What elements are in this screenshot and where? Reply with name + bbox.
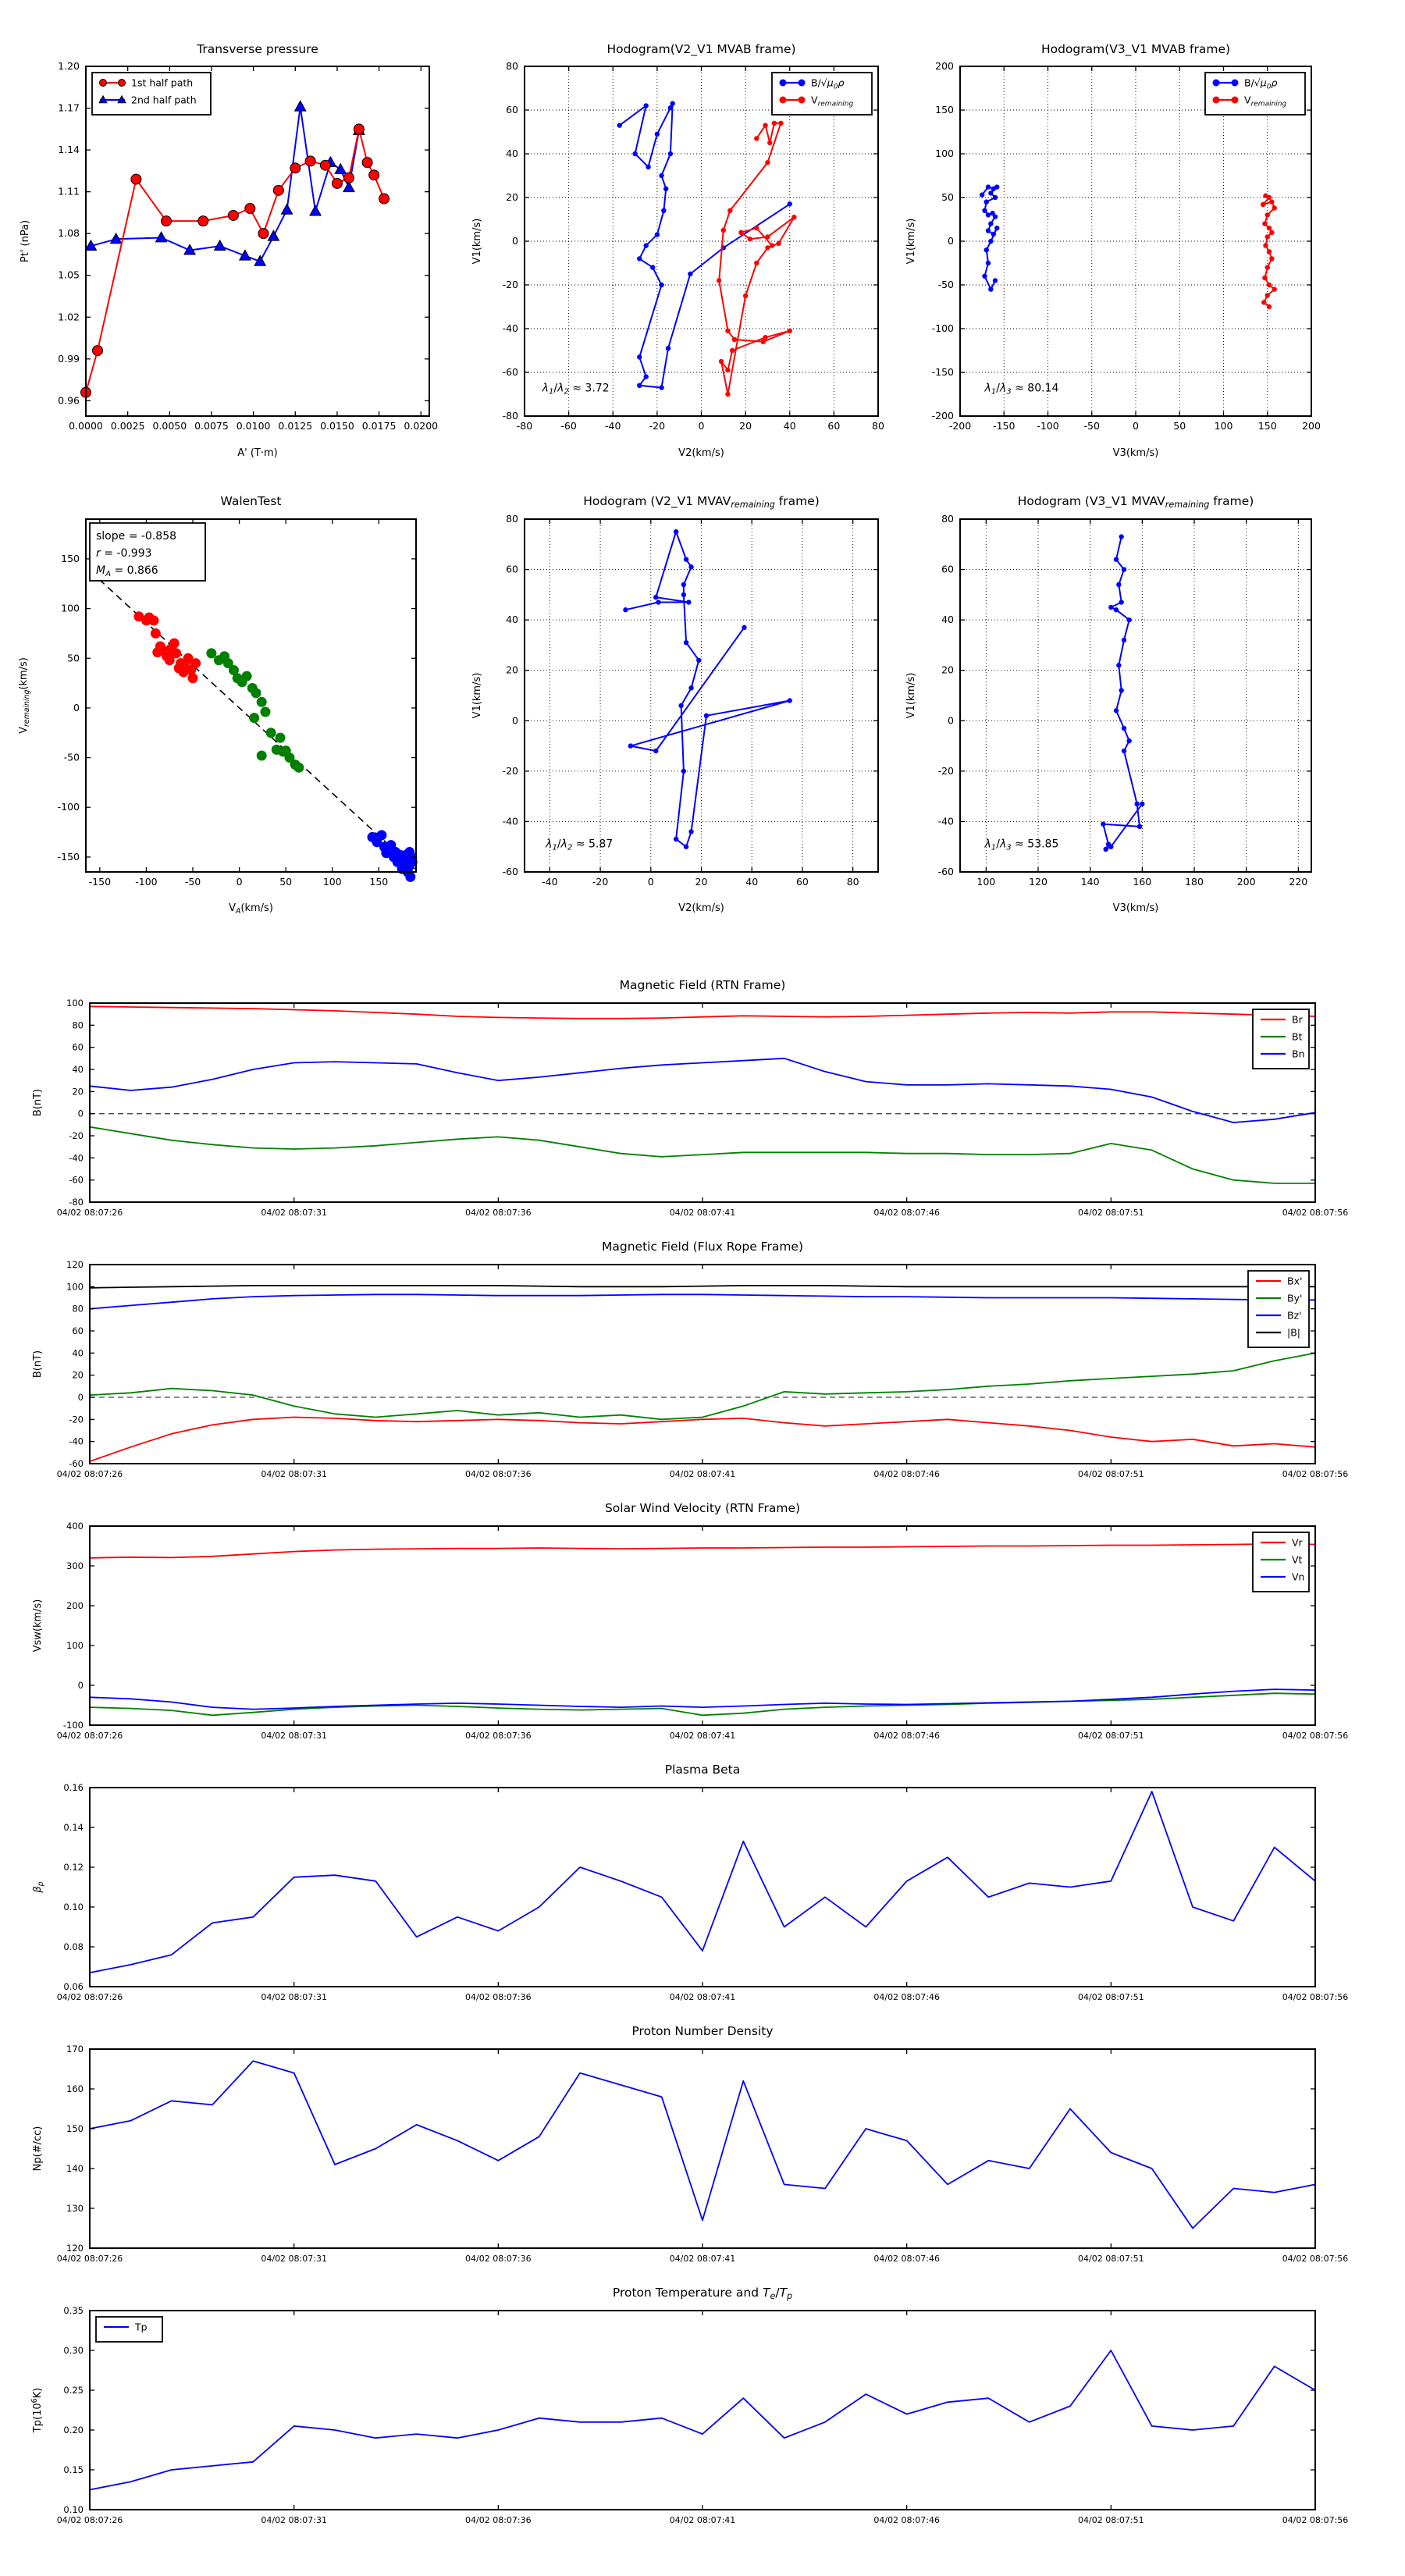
svg-text:220: 220 xyxy=(1289,876,1308,888)
svg-text:04/02 08:07:51: 04/02 08:07:51 xyxy=(1078,1208,1144,1218)
svg-text:04/02 08:07:26: 04/02 08:07:26 xyxy=(56,1469,123,1479)
svg-text:Vsw(km/s): Vsw(km/s) xyxy=(32,1599,44,1653)
svg-text:04/02 08:07:36: 04/02 08:07:36 xyxy=(465,1469,532,1479)
svg-text:V3(km/s): V3(km/s) xyxy=(1112,902,1159,914)
svg-text:B/√μ0ρ: $B/√\mu_0\rho$ xyxy=(811,76,845,91)
svg-text:0: 0 xyxy=(647,876,654,888)
svg-text:04/02 08:07:41: 04/02 08:07:41 xyxy=(669,1208,736,1218)
svg-text:-20: -20 xyxy=(649,420,666,432)
svg-text:100: 100 xyxy=(66,1281,84,1293)
svg-text:04/02 08:07:36: 04/02 08:07:36 xyxy=(465,2254,532,2264)
svg-text:04/02 08:07:36: 04/02 08:07:36 xyxy=(465,2515,532,2525)
svg-text:-80: -80 xyxy=(69,1197,84,1208)
svg-text:04/02 08:07:36: 04/02 08:07:36 xyxy=(465,1208,532,1218)
svg-text:VA(km/s): $V_A(km/s)$ xyxy=(229,902,273,916)
chart-solar-wind-velocity xyxy=(0,1491,1405,1752)
svg-text:-40: -40 xyxy=(69,1436,84,1447)
svg-text:0.20: 0.20 xyxy=(63,2425,84,2435)
svg-text:0.25: 0.25 xyxy=(63,2385,84,2396)
svg-text:20: 20 xyxy=(941,664,954,676)
svg-text:80: 80 xyxy=(72,1303,84,1315)
svg-text:60: 60 xyxy=(827,420,841,432)
svg-text:Solar Wind Velocity (RTN Frame: Solar Wind Velocity (RTN Frame) xyxy=(604,1501,801,1515)
svg-text:|B|: |B| xyxy=(1287,1326,1300,1339)
chart-proton-temperature xyxy=(0,2275,1405,2537)
svg-text:40: 40 xyxy=(783,420,796,432)
svg-text:Bx': Bx' xyxy=(1287,1275,1303,1287)
svg-text:Vremaining(km/s): $V_{remaining}(km/s)$ xyxy=(18,657,31,734)
svg-text:04/02 08:07:56: 04/02 08:07:56 xyxy=(1282,1731,1349,1741)
svg-text:04/02 08:07:31: 04/02 08:07:31 xyxy=(261,1731,327,1741)
svg-text:120: 120 xyxy=(1029,876,1048,888)
svg-text:V2(km/s): V2(km/s) xyxy=(678,902,724,914)
svg-text:-20: -20 xyxy=(69,1130,84,1141)
svg-text:1st half path: 1st half path xyxy=(131,76,194,89)
svg-text:-60: -60 xyxy=(502,366,518,378)
svg-text:140: 140 xyxy=(66,2163,84,2174)
svg-text:-40: -40 xyxy=(69,1152,84,1164)
svg-text:-20: -20 xyxy=(502,279,518,290)
svg-text:60: 60 xyxy=(506,104,518,116)
svg-text:Br: Br xyxy=(1292,1013,1303,1026)
svg-text:Magnetic Field (Flux Rope Fram: Magnetic Field (Flux Rope Frame) xyxy=(602,1240,803,1254)
svg-text:0.0150: 0.0150 xyxy=(320,420,354,432)
svg-text:04/02 08:07:31: 04/02 08:07:31 xyxy=(261,2515,327,2525)
svg-text:-100: -100 xyxy=(1037,420,1059,432)
svg-text:B(nT): B(nT) xyxy=(32,1088,44,1117)
svg-text:04/02 08:07:41: 04/02 08:07:41 xyxy=(669,1469,736,1479)
svg-text:100: 100 xyxy=(322,876,342,888)
svg-text:80: 80 xyxy=(941,513,954,525)
svg-text:1.17: 1.17 xyxy=(58,101,80,114)
svg-text:0.12: 0.12 xyxy=(63,1862,84,1873)
svg-text:80: 80 xyxy=(846,876,859,888)
svg-text:0.06: 0.06 xyxy=(63,1981,84,1992)
svg-text:0: 0 xyxy=(698,420,705,432)
svg-text:80: 80 xyxy=(72,1019,84,1031)
svg-text:0.35: 0.35 xyxy=(63,2305,84,2316)
svg-text:Hodogram (V3_V1 MVAVremaining: Hodogram (V3_V1 MVAVremaining frame) xyxy=(1017,494,1254,510)
svg-text:V3(km/s): V3(km/s) xyxy=(1112,447,1159,459)
svg-text:Bz': Bz' xyxy=(1287,1309,1302,1322)
svg-text:V2(km/s): V2(km/s) xyxy=(678,447,724,459)
svg-text:04/02 08:07:46: 04/02 08:07:46 xyxy=(873,1469,940,1479)
svg-text:1.02: 1.02 xyxy=(58,311,80,323)
svg-text:40: 40 xyxy=(941,614,954,626)
svg-text:0: 0 xyxy=(77,1680,84,1691)
svg-text:Vt: Vt xyxy=(1292,1553,1303,1566)
svg-text:04/02 08:07:51: 04/02 08:07:51 xyxy=(1078,2515,1144,2525)
svg-text:V1(km/s): V1(km/s) xyxy=(471,672,483,719)
svg-text:04/02 08:07:36: 04/02 08:07:36 xyxy=(465,1731,532,1741)
svg-text:-40: -40 xyxy=(502,815,518,827)
svg-text:04/02 08:07:26: 04/02 08:07:26 xyxy=(56,2254,123,2264)
svg-text:40: 40 xyxy=(506,614,518,626)
svg-text:V1(km/s): V1(km/s) xyxy=(905,218,917,265)
svg-text:Transverse pressure: Transverse pressure xyxy=(197,42,318,56)
svg-text:80: 80 xyxy=(506,513,518,525)
svg-text:130: 130 xyxy=(66,2203,84,2214)
svg-text:-200: -200 xyxy=(948,420,972,432)
svg-text:04/02 08:07:46: 04/02 08:07:46 xyxy=(873,2515,940,2525)
svg-text:0.0000: 0.0000 xyxy=(69,420,103,432)
svg-text:-150: -150 xyxy=(993,420,1016,432)
svg-text:04/02 08:07:56: 04/02 08:07:56 xyxy=(1282,1469,1349,1479)
svg-text:1.11: 1.11 xyxy=(58,185,80,197)
svg-text:20: 20 xyxy=(695,876,708,888)
svg-text:0.30: 0.30 xyxy=(63,2345,84,2356)
svg-text:100: 100 xyxy=(976,876,996,888)
svg-text:04/02 08:07:31: 04/02 08:07:31 xyxy=(261,2254,327,2264)
svg-text:-200: -200 xyxy=(931,410,954,422)
svg-text:1.05: 1.05 xyxy=(58,269,80,281)
svg-text:0: 0 xyxy=(948,714,954,727)
chart-transverse-pressure xyxy=(0,0,468,484)
chart-walen-test xyxy=(0,484,468,968)
svg-text:0.16: 0.16 xyxy=(63,1782,84,1793)
svg-text:170: 170 xyxy=(66,2044,84,2055)
svg-text:Plasma Beta: Plasma Beta xyxy=(664,1763,741,1777)
svg-text:1.08: 1.08 xyxy=(58,227,80,240)
svg-text:0.96: 0.96 xyxy=(58,394,80,407)
svg-text:-20: -20 xyxy=(502,764,518,777)
svg-text:04/02 08:07:31: 04/02 08:07:31 xyxy=(261,1992,327,2002)
chart-hodogram-v3v1-mvav xyxy=(905,484,1405,968)
svg-text:04/02 08:07:36: 04/02 08:07:36 xyxy=(465,1992,532,2002)
svg-text:Hodogram(V3_V1 MVAB frame): Hodogram(V3_V1 MVAB frame) xyxy=(1040,42,1231,56)
svg-text:Np(#/cc): Np(#/cc) xyxy=(32,2126,44,2172)
svg-text:0.0075: 0.0075 xyxy=(194,420,229,432)
svg-text:V1(km/s): V1(km/s) xyxy=(471,218,483,265)
svg-text:140: 140 xyxy=(1080,876,1100,888)
svg-text:0.10: 0.10 xyxy=(63,2504,84,2515)
svg-text:20: 20 xyxy=(506,664,518,676)
svg-text:100: 100 xyxy=(66,1640,84,1651)
svg-text:-60: -60 xyxy=(560,420,577,432)
svg-text:20: 20 xyxy=(739,420,752,432)
svg-text:Vremaining: $V_{remaining}$ xyxy=(1244,94,1287,109)
svg-text:40: 40 xyxy=(506,148,518,159)
svg-text:0: 0 xyxy=(73,701,80,713)
svg-text:80: 80 xyxy=(872,420,884,432)
svg-text:λ1/λ3 ≈ 80.14: $\lambda_1/\lambda_3 \approx 80.14$ xyxy=(984,382,1059,397)
svg-text:60: 60 xyxy=(795,876,809,888)
svg-text:20: 20 xyxy=(506,191,518,203)
svg-text:400: 400 xyxy=(66,1521,84,1532)
svg-text:150: 150 xyxy=(369,876,389,888)
svg-text:04/02 08:07:31: 04/02 08:07:31 xyxy=(261,1208,327,1218)
svg-text:150: 150 xyxy=(66,2123,84,2134)
svg-text:180: 180 xyxy=(1185,876,1204,888)
svg-text:04/02 08:07:46: 04/02 08:07:46 xyxy=(873,1731,940,1741)
svg-text:A' (T·m): A' (T·m) xyxy=(237,447,278,459)
svg-text:120: 120 xyxy=(66,2243,84,2254)
svg-text:Vremaining: $V_{remaining}$ xyxy=(811,94,854,109)
svg-text:04/02 08:07:46: 04/02 08:07:46 xyxy=(873,1208,940,1218)
svg-text:-100: -100 xyxy=(135,876,158,888)
svg-text:300: 300 xyxy=(66,1560,84,1571)
svg-text:-60: -60 xyxy=(502,866,518,877)
svg-text:04/02 08:07:51: 04/02 08:07:51 xyxy=(1078,1731,1144,1741)
svg-text:-150: -150 xyxy=(88,876,112,888)
svg-text:120: 120 xyxy=(66,1259,84,1270)
svg-text:B(nT): B(nT) xyxy=(32,1350,44,1379)
svg-text:By': By' xyxy=(1287,1292,1303,1304)
svg-text:-40: -40 xyxy=(937,815,954,827)
svg-text:150: 150 xyxy=(935,104,954,116)
svg-text:04/02 08:07:26: 04/02 08:07:26 xyxy=(56,1731,123,1741)
svg-text:V1(km/s): V1(km/s) xyxy=(905,672,917,719)
svg-text:50: 50 xyxy=(941,191,954,203)
svg-text:0.10: 0.10 xyxy=(63,1902,84,1912)
svg-text:200: 200 xyxy=(1302,420,1321,432)
svg-text:-60: -60 xyxy=(937,866,954,877)
svg-text:-150: -150 xyxy=(931,366,954,378)
svg-text:04/02 08:07:56: 04/02 08:07:56 xyxy=(1282,2254,1349,2264)
chart-proton-number-density xyxy=(0,2014,1405,2275)
svg-text:0: 0 xyxy=(512,714,518,727)
svg-text:150: 150 xyxy=(1257,420,1277,432)
svg-text:Pt' (nPa): Pt' (nPa) xyxy=(20,219,31,263)
svg-text:-40: -40 xyxy=(542,876,558,888)
svg-text:-50: -50 xyxy=(63,751,80,763)
svg-text:1.20: 1.20 xyxy=(58,60,80,72)
svg-text:1.14: 1.14 xyxy=(58,144,80,156)
chart-magnetic-field-flux-rope xyxy=(0,1229,1405,1491)
svg-text:Bt: Bt xyxy=(1292,1030,1303,1043)
svg-text:50: 50 xyxy=(1173,420,1186,432)
svg-text:0.0025: 0.0025 xyxy=(110,420,145,432)
svg-text:0.0200: 0.0200 xyxy=(404,420,439,432)
svg-text:βp: $\beta_p$ xyxy=(32,1881,45,1893)
svg-text:50: 50 xyxy=(279,876,293,888)
svg-text:λ1/λ2 ≈ 5.87: $\lambda_1/\lambda_2 \approx 5.87$ xyxy=(546,838,614,852)
svg-text:160: 160 xyxy=(1133,876,1152,888)
svg-text:-100: -100 xyxy=(57,801,80,813)
chart-hodogram-v2v1-mvav xyxy=(468,484,905,968)
svg-text:-60: -60 xyxy=(69,1458,84,1469)
svg-text:150: 150 xyxy=(61,552,80,564)
svg-text:MA = 0.866: $M_A = 0.866$ xyxy=(96,564,158,578)
svg-text:0.08: 0.08 xyxy=(63,1941,84,1952)
svg-text:100: 100 xyxy=(61,602,80,614)
chart-magnetic-field-rtn xyxy=(0,968,1405,1229)
svg-text:-20: -20 xyxy=(592,876,609,888)
svg-text:0: 0 xyxy=(77,1108,84,1119)
svg-text:20: 20 xyxy=(72,1086,84,1098)
svg-text:04/02 08:07:51: 04/02 08:07:51 xyxy=(1078,1469,1144,1479)
svg-text:40: 40 xyxy=(745,876,759,888)
svg-text:0.14: 0.14 xyxy=(63,1822,84,1833)
svg-text:Tp(106K): $Tp(10^6K)$ xyxy=(30,2387,44,2433)
svg-text:r = -0.993: r = -0.993 xyxy=(96,547,152,560)
svg-text:04/02 08:07:51: 04/02 08:07:51 xyxy=(1078,2254,1144,2264)
svg-text:100: 100 xyxy=(935,148,954,159)
svg-text:-20: -20 xyxy=(69,1414,84,1425)
svg-text:60: 60 xyxy=(941,563,954,575)
svg-text:-60: -60 xyxy=(69,1174,84,1186)
svg-text:0: 0 xyxy=(236,876,243,888)
svg-text:0.0125: 0.0125 xyxy=(278,420,313,432)
svg-text:Proton Number Density: Proton Number Density xyxy=(631,2024,774,2038)
svg-text:04/02 08:07:41: 04/02 08:07:41 xyxy=(669,1731,736,1741)
svg-text:04/02 08:07:41: 04/02 08:07:41 xyxy=(669,2254,736,2264)
svg-text:Bn: Bn xyxy=(1292,1048,1305,1060)
svg-text:Proton Temperature and Te/Tp: Proton Temperature and Te/Tp xyxy=(612,2286,793,2301)
svg-text:0: 0 xyxy=(77,1392,84,1403)
svg-text:Vn: Vn xyxy=(1292,1571,1305,1583)
svg-text:0.99: 0.99 xyxy=(58,352,80,365)
svg-text:40: 40 xyxy=(72,1347,84,1359)
svg-text:0: 0 xyxy=(1133,420,1139,432)
svg-text:200: 200 xyxy=(1236,876,1256,888)
svg-text:60: 60 xyxy=(72,1325,84,1336)
chart-hodogram-v2v1-mvab xyxy=(468,0,905,484)
svg-text:40: 40 xyxy=(72,1064,84,1075)
svg-text:λ1/λ2 ≈ 3.72: $\lambda_1/\lambda_2 \approx 3.72$ xyxy=(542,382,610,397)
svg-text:04/02 08:07:26: 04/02 08:07:26 xyxy=(56,1992,123,2002)
svg-text:-150: -150 xyxy=(57,850,80,863)
svg-text:04/02 08:07:41: 04/02 08:07:41 xyxy=(669,2515,736,2525)
svg-text:-100: -100 xyxy=(62,1720,84,1731)
chart-hodogram-v3v1-mvab xyxy=(905,0,1405,484)
svg-text:60: 60 xyxy=(72,1041,84,1053)
svg-text:04/02 08:07:41: 04/02 08:07:41 xyxy=(669,1992,736,2002)
svg-text:λ1/λ3 ≈ 53.85: $\lambda_1/\lambda_3 \approx 53.85$ xyxy=(984,838,1059,852)
svg-text:04/02 08:07:56: 04/02 08:07:56 xyxy=(1282,2515,1349,2525)
svg-text:04/02 08:07:31: 04/02 08:07:31 xyxy=(261,1469,327,1479)
svg-text:04/02 08:07:26: 04/02 08:07:26 xyxy=(56,2515,123,2525)
svg-text:20: 20 xyxy=(72,1369,84,1381)
svg-text:04/02 08:07:51: 04/02 08:07:51 xyxy=(1078,1992,1144,2002)
svg-text:Magnetic Field (RTN Frame): Magnetic Field (RTN Frame) xyxy=(619,978,786,992)
svg-text:-80: -80 xyxy=(516,420,533,432)
svg-text:100: 100 xyxy=(1214,420,1233,432)
svg-text:160: 160 xyxy=(66,2083,84,2094)
svg-text:60: 60 xyxy=(506,563,518,575)
svg-text:-80: -80 xyxy=(502,410,518,422)
svg-text:0.15: 0.15 xyxy=(63,2464,84,2475)
svg-text:0: 0 xyxy=(948,235,954,247)
svg-text:Hodogram(V2_V1 MVAB frame): Hodogram(V2_V1 MVAB frame) xyxy=(606,42,796,56)
svg-text:WalenTest: WalenTest xyxy=(220,494,282,508)
svg-text:slope = -0.858: slope = -0.858 xyxy=(96,530,177,543)
svg-text:04/02 08:07:56: 04/02 08:07:56 xyxy=(1282,1208,1349,1218)
svg-text:0.0175: 0.0175 xyxy=(361,420,397,432)
svg-text:04/02 08:07:26: 04/02 08:07:26 xyxy=(56,1208,123,1218)
svg-text:200: 200 xyxy=(66,1600,84,1611)
svg-text:2nd half path: 2nd half path xyxy=(131,94,197,106)
svg-text:B/√μ0ρ: $B/√\mu_0\rho$ xyxy=(1244,76,1278,91)
svg-text:100: 100 xyxy=(66,998,84,1009)
svg-text:-100: -100 xyxy=(931,322,954,334)
svg-text:0: 0 xyxy=(512,235,518,247)
svg-text:-50: -50 xyxy=(184,876,201,888)
svg-text:04/02 08:07:46: 04/02 08:07:46 xyxy=(873,2254,940,2264)
svg-text:-50: -50 xyxy=(1083,420,1100,432)
svg-text:04/02 08:07:46: 04/02 08:07:46 xyxy=(873,1992,940,2002)
svg-text:Hodogram (V2_V1 MVAVremaining: Hodogram (V2_V1 MVAVremaining frame) xyxy=(583,494,820,510)
svg-text:Vr: Vr xyxy=(1292,1536,1303,1549)
svg-text:-40: -40 xyxy=(502,322,518,334)
chart-plasma-beta xyxy=(0,1752,1405,2014)
svg-text:200: 200 xyxy=(935,60,954,72)
svg-text:-20: -20 xyxy=(937,764,954,777)
svg-text:50: 50 xyxy=(67,652,80,664)
svg-text:04/02 08:07:56: 04/02 08:07:56 xyxy=(1282,1992,1349,2002)
svg-text:0.0100: 0.0100 xyxy=(236,420,271,432)
svg-text:0.0050: 0.0050 xyxy=(152,420,187,432)
svg-text:Tp: Tp xyxy=(135,2321,148,2333)
svg-text:80: 80 xyxy=(506,60,518,72)
svg-text:-50: -50 xyxy=(937,279,954,290)
svg-text:-40: -40 xyxy=(605,420,621,432)
